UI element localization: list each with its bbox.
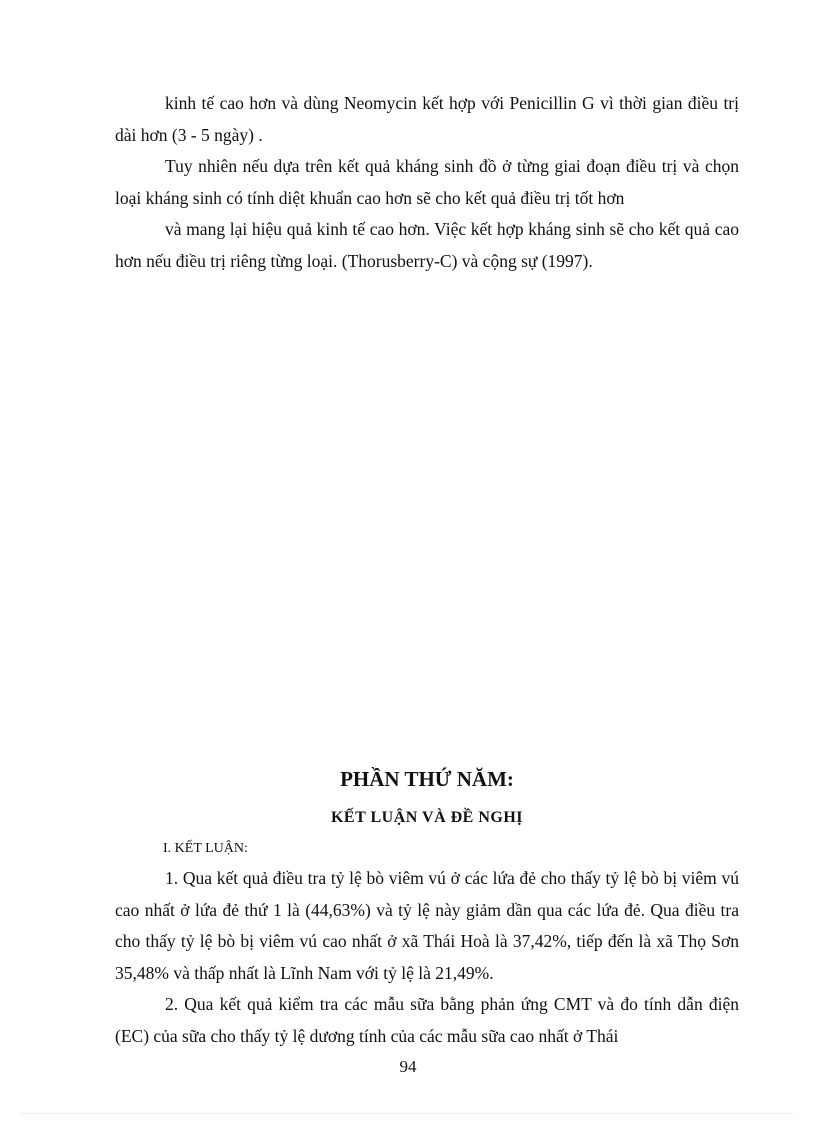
conclusion-item-2: 2. Qua kết quả kiểm tra các mẫu sữa bằng phản ứng CMT và đo tính dẫn điện (EC) của sữa cho thấy tỷ lệ dương tính của các mẫu sữa cao nhất ở Thái: [115, 994, 739, 1046]
page-bottom-divider: [20, 1113, 796, 1114]
subheading-conclusion: I. KẾT LUẬN:: [163, 841, 248, 856]
paragraph-combination: và mang lại hiệu quả kinh tế cao hơn. Việc kết hợp kháng sinh sẽ cho kết quả cao hơn nếu điều trị riêng từng loại. (Thorusberry-C) và cộng sự (1997).: [115, 219, 739, 271]
conclusion-item-1: 1. Qua kết quả điều tra tỷ lệ bò viêm vú ở các lứa đẻ cho thấy tỷ lệ bò bị viêm vú cao nhất ở lứa đẻ thứ 1 là (44,63%) và tỷ lệ này giảm dần qua các lứa đẻ. Qua điều tra cho thấy tỷ lệ bò bị viêm vú cao nhất ở xã Thái Hoà là 37,42%, tiếp đến là xã Thọ Sơn 35,48% và thấp nhất là Lĩnh Nam với tỷ lệ là 21,49%.: [115, 868, 739, 983]
paragraph-however: Tuy nhiên nếu dựa trên kết quả kháng sinh đồ ở từng giai đoạn điều trị và chọn loại kháng sinh có tính diệt khuẩn cao hơn sẽ cho kết quả điều trị tốt hơn: [115, 156, 739, 208]
section-title: PHẦN THỨ NĂM:: [340, 767, 514, 791]
body-text-conclusion: [115, 863, 739, 1052]
body-text-top: [115, 88, 739, 277]
section-subtitle: KẾT LUẬN VÀ ĐỀ NGHỊ: [330, 809, 524, 826]
page-number: 94: [399, 1057, 417, 1076]
paragraph-continuation: kinh tế cao hơn và dùng Neomycin kết hợp với Penicillin G vì thời gian điều trị dài hơn (3 - 5 ngày) .: [115, 93, 739, 145]
